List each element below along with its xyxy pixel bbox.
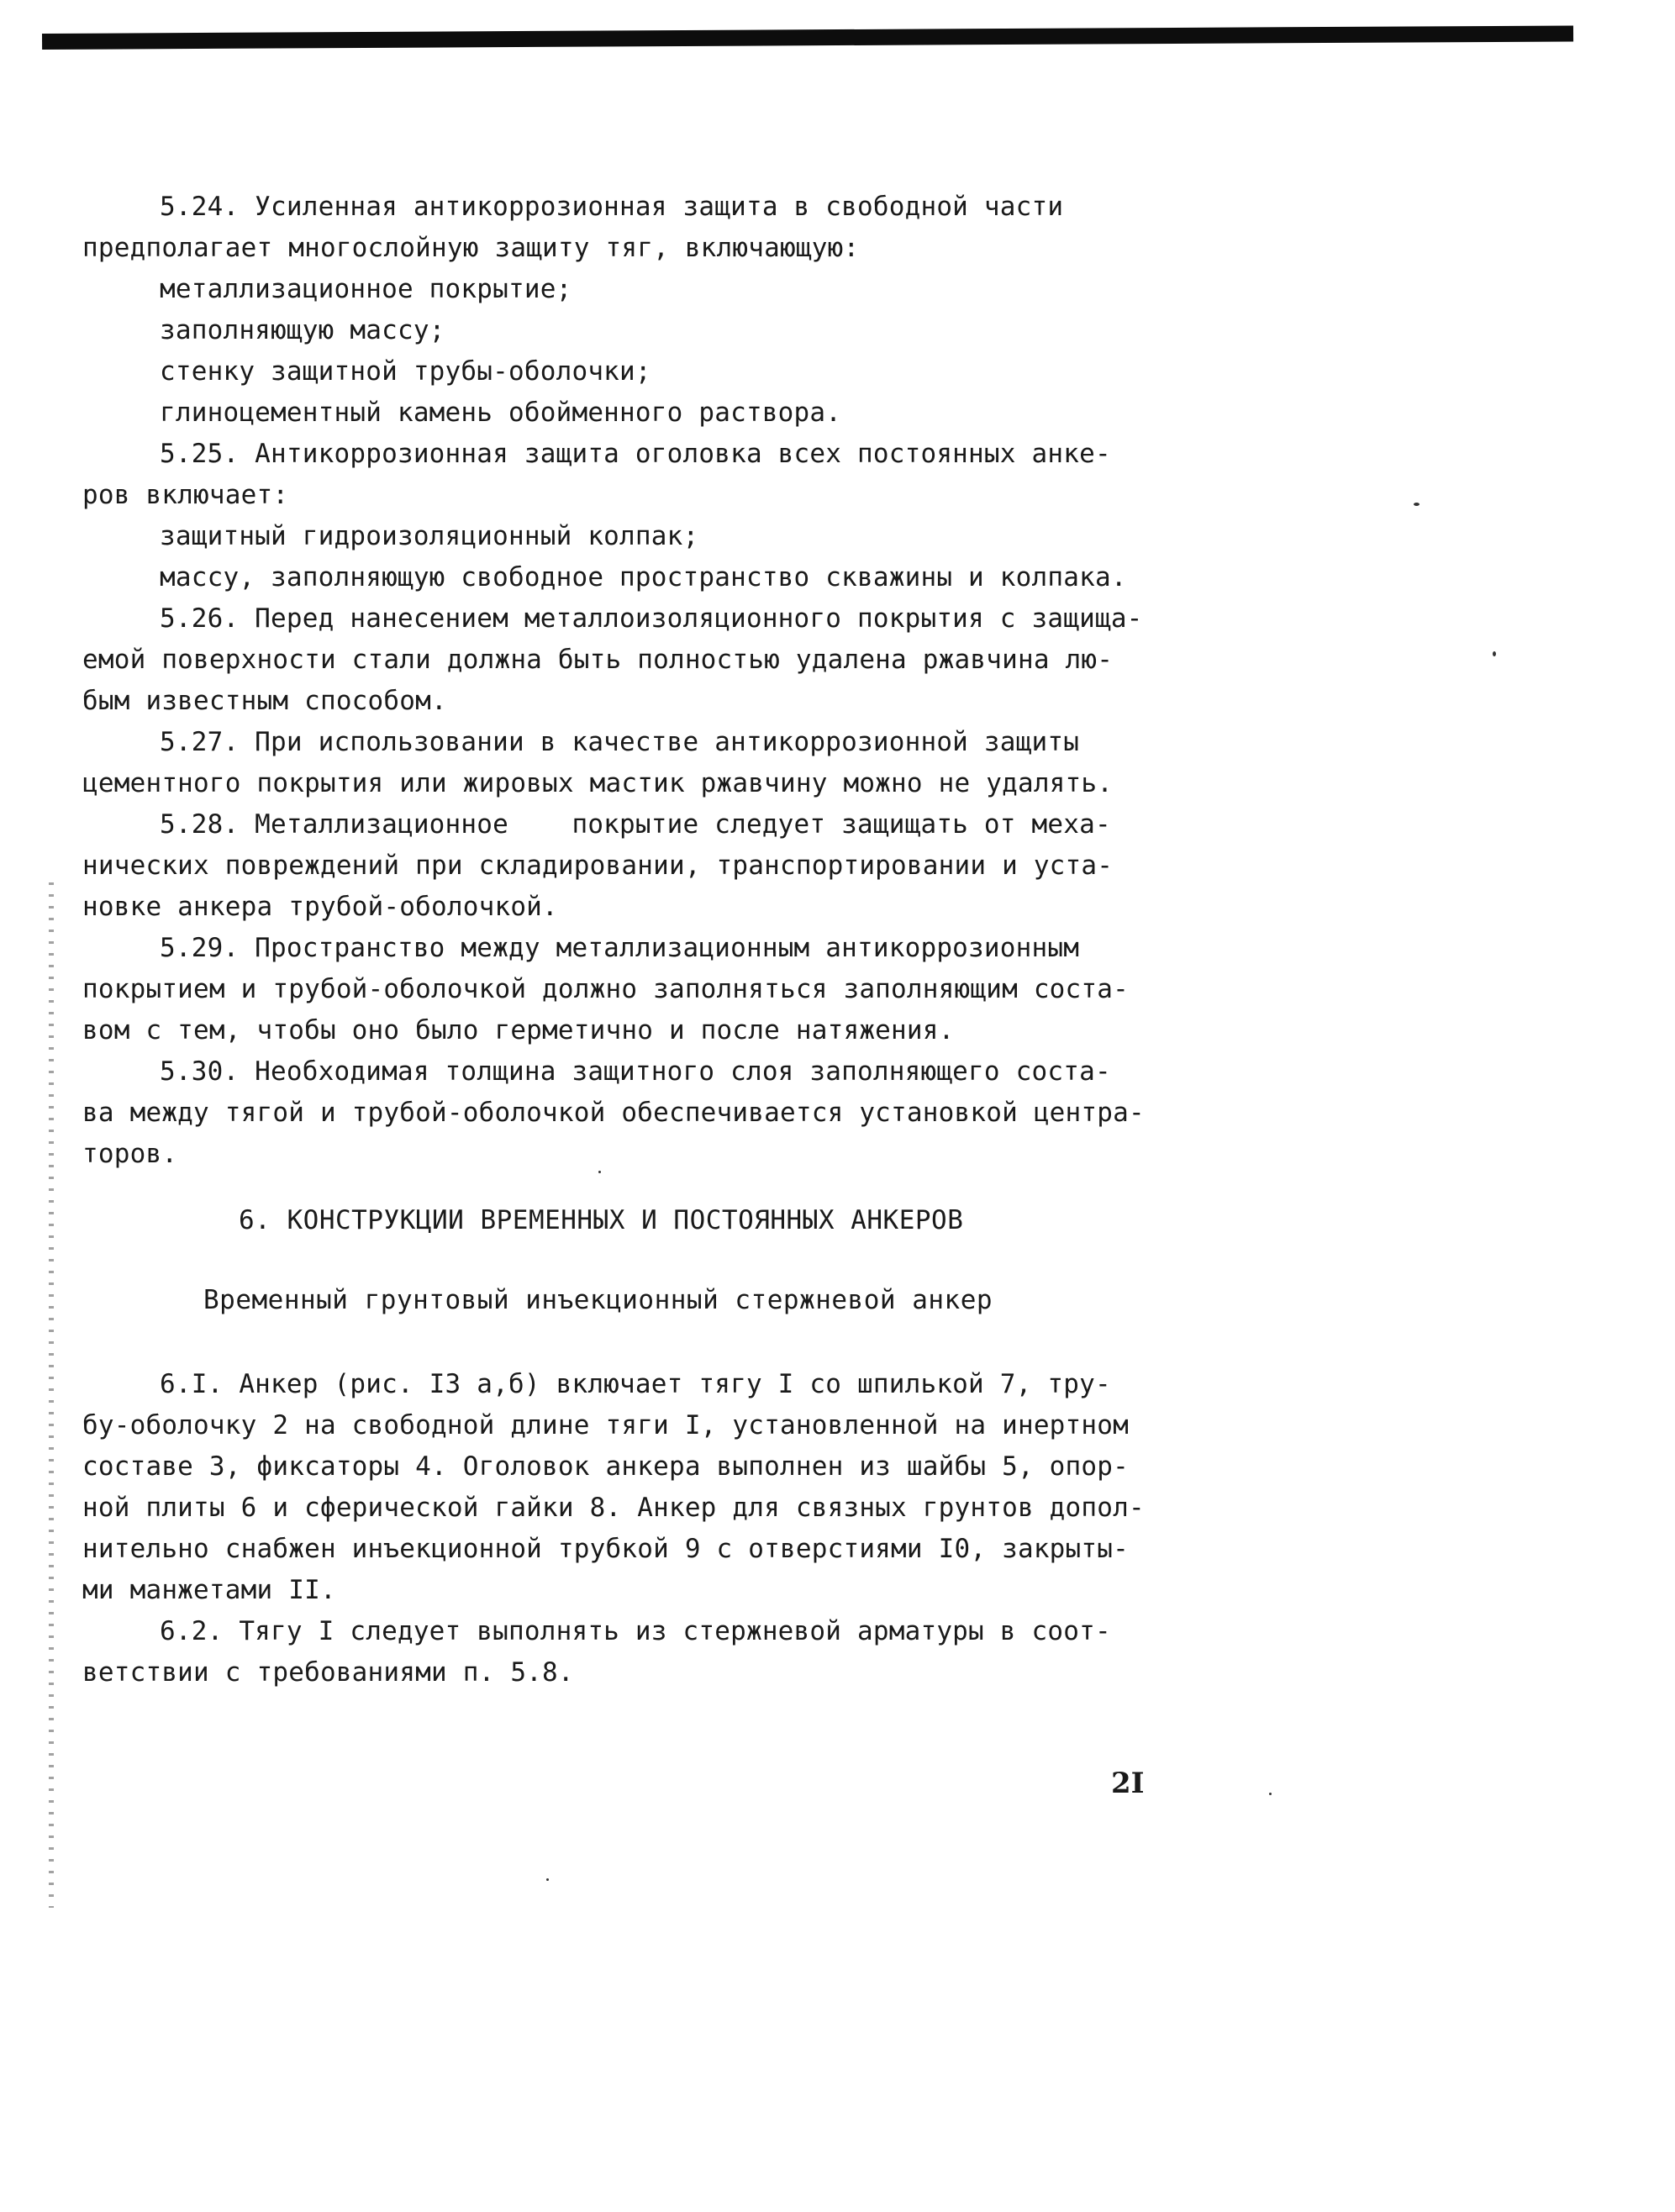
- list-item: защитный гидроизоляционный колпак;: [160, 521, 699, 551]
- paragraph-5-30-line-2: ва между тягой и трубой-оболочкой обеспечивается установкой центра-: [82, 1098, 1145, 1128]
- paragraph-5-27-line-2: цементного покрытия или жировых мастик ржавчину можно не удалять.: [82, 768, 1114, 798]
- paragraph-6-1-line-3: составе 3, фиксаторы 4. Оголовок анкера выполнен из шайбы 5, опор-: [82, 1451, 1129, 1482]
- paragraph-5-27-line-1: 5.27. При использовании в качестве антикоррозионной защиты: [160, 727, 1080, 757]
- paragraph-5-30-line-3: торов.: [82, 1139, 178, 1169]
- paragraph-5-26-line-3: бым известным способом.: [82, 686, 447, 716]
- paragraph-5-28-line-3: новке анкера трубой-оболочкой.: [82, 892, 558, 922]
- paragraph-6-1-line-1: 6.I. Анкер (рис. I3 а,б) включает тягу I со шпилькой 7, тру-: [160, 1369, 1111, 1399]
- scan-speck: [1493, 651, 1496, 656]
- list-item: массу, заполняющую свободное пространство скважины и колпака.: [160, 562, 1127, 592]
- paragraph-5-26-line-2: емой поверхности стали должна быть полностью удалена ржавчина лю-: [82, 645, 1114, 675]
- paragraph-5-25-line-1: 5.25. Антикоррозионная защита оголовка всех постоянных анке-: [160, 439, 1111, 469]
- section-heading: 6. КОНСТРУКЦИИ ВРЕМЕННЫХ И ПОСТОЯННЫХ АНКЕРОВ: [239, 1205, 964, 1235]
- paragraph-5-24-line-2: предполагает многослойную защиту тяг, включающую:: [82, 233, 860, 263]
- paragraph-5-29-line-3: вом с тем, чтобы оно было герметично и после натяжения.: [82, 1015, 955, 1045]
- paragraph-6-2-line-2: ветствии с требованиями п. 5.8.: [82, 1657, 574, 1688]
- scan-speck: [1414, 503, 1420, 506]
- paragraph-5-29-line-2: покрытием и трубой-оболочкой должно заполняться заполняющим соста-: [82, 974, 1129, 1004]
- scan-speck: [1269, 1793, 1272, 1795]
- scan-speck: [598, 1171, 601, 1173]
- list-item: заполняющую массу;: [160, 315, 445, 345]
- subsection-heading: Временный грунтовый инъекционный стержневой анкер: [203, 1285, 993, 1315]
- paragraph-6-1-line-2: бу-оболочку 2 на свободной длине тяги I, установленной на инертном: [82, 1410, 1129, 1440]
- paragraph-5-28-line-1: 5.28. Металлизационное покрытие следует защищать от меха-: [160, 809, 1111, 840]
- scan-speck: [546, 1878, 549, 1881]
- paragraph-6-1-line-4: ной плиты 6 и сферической гайки 8. Анкер для связных грунтов допол-: [82, 1493, 1145, 1523]
- paragraph-6-2-line-1: 6.2. Тягу I следует выполнять из стержневой арматуры в соот-: [160, 1616, 1111, 1646]
- paragraph-6-1-line-6: ми манжетами II.: [82, 1575, 336, 1605]
- paragraph-5-29-line-1: 5.29. Пространство между металлизационным антикоррозионным: [160, 933, 1080, 963]
- paragraph-5-26-line-1: 5.26. Перед нанесением металлоизоляционного покрытия с защища-: [160, 603, 1143, 634]
- paragraph-5-24-line-1: 5.24. Усиленная антикоррозионная защита в свободной части: [160, 192, 1064, 222]
- paragraph-5-28-line-2: нических повреждений при складировании, транспортировании и уста-: [82, 851, 1114, 881]
- paragraph-5-30-line-1: 5.30. Необходимая толщина защитного слоя заполняющего соста-: [160, 1056, 1111, 1087]
- list-item: металлизационное покрытие;: [160, 274, 572, 304]
- list-item: стенку защитной трубы-оболочки;: [160, 356, 651, 387]
- paragraph-6-1-line-5: нительно снабжен инъекционной трубкой 9 с отверстиями I0, закрыты-: [82, 1534, 1129, 1564]
- paragraph-5-25-line-2: ров включает:: [82, 480, 289, 510]
- page-number: 2I: [1111, 1767, 1145, 1800]
- list-item: глиноцементный камень обойменного раствора.: [160, 398, 842, 428]
